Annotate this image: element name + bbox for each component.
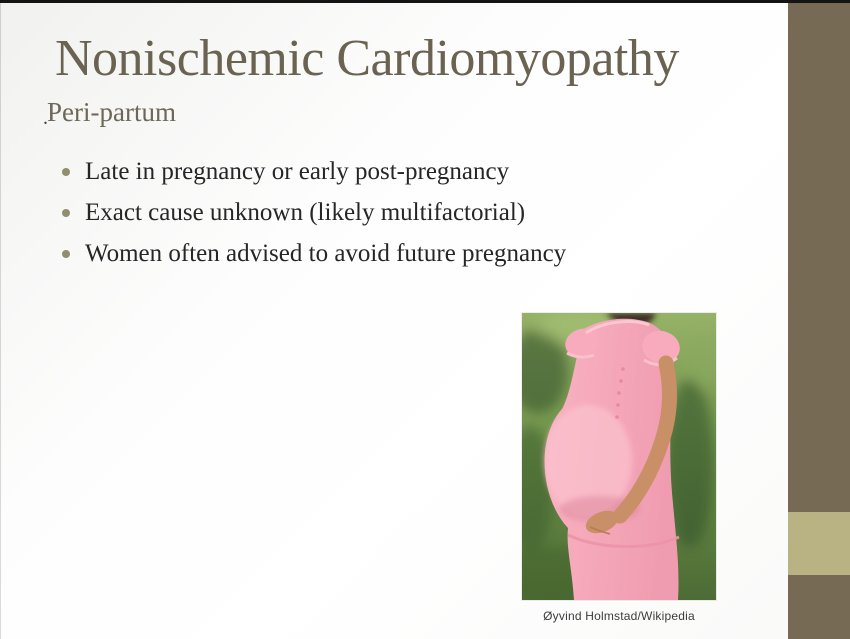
dress-button	[616, 403, 620, 407]
pregnant-woman-photo	[522, 313, 716, 600]
bullet-text: Women often advised to avoid future pregnancy	[85, 240, 567, 267]
bullet-item	[62, 237, 722, 271]
slide-title: Nonischemic Cardiomyopathy	[55, 30, 679, 87]
stray-period: .	[43, 107, 48, 129]
dress-button	[615, 415, 619, 419]
video-left-edge	[0, 0, 1, 639]
video-top-edge	[0, 0, 850, 3]
bullet-list	[62, 155, 722, 278]
accent-block	[788, 512, 850, 575]
bullet-item	[62, 196, 722, 230]
photo-caption: Øyvind Holmstad/Wikipedia	[543, 609, 695, 623]
bullet-dot-icon	[62, 250, 70, 258]
dress-button	[619, 379, 623, 383]
bullet-item	[62, 155, 722, 189]
photo-figure	[522, 313, 716, 623]
bullet-text: Exact cause unknown (likely multifactorial)	[85, 199, 526, 226]
dress-button	[617, 391, 621, 395]
bullet-dot-icon	[62, 168, 70, 176]
bullet-dot-icon	[62, 209, 70, 217]
accent-sidebar	[788, 3, 850, 639]
bullet-text: Late in pregnancy or early post-pregnancy	[85, 158, 510, 185]
dress-button	[621, 367, 625, 371]
slide-subtitle: Peri-partum	[47, 97, 176, 127]
